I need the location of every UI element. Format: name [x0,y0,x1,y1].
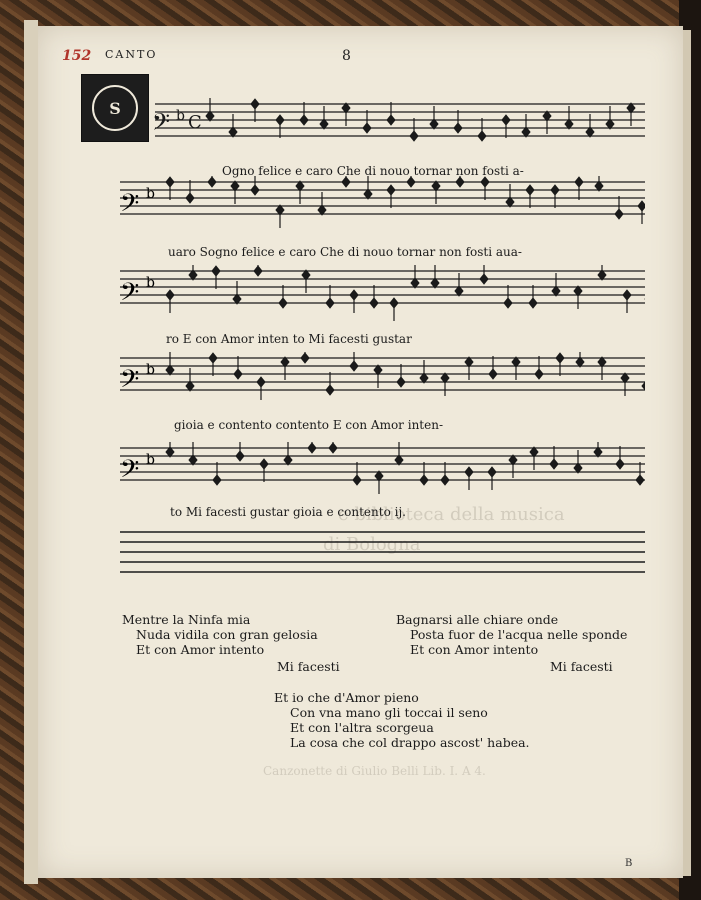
verse-right-line: Mi facesti [550,659,613,674]
note-head [556,353,564,363]
clef-icon: 𝄢 [120,365,140,400]
note-head [550,459,558,469]
note-head [636,475,644,485]
note-head [529,298,537,308]
note-head [616,459,624,469]
note-head [279,298,287,308]
note-head [615,209,623,219]
verse-right-line: Et con Amor intento [410,642,539,657]
note-head [326,298,334,308]
staff-3-notes [166,265,645,321]
note-head [353,475,361,485]
show-through-text: Canzonette di Giulio Belli Lib. I. A 4. [263,764,486,778]
note-head [251,99,259,109]
music-staff-5 [0,442,645,502]
note-head [481,177,489,187]
note-head [407,177,415,187]
note-head [387,185,395,195]
note-head [489,369,497,379]
verse-left-line: Nuda vidila con gran gelosia [136,627,318,642]
note-head [454,123,462,133]
music-staff-2 [0,176,645,236]
note-head [465,467,473,477]
voice-label: CANTO [105,48,158,61]
note-head [390,298,398,308]
note-head [478,131,486,141]
note-head [212,266,220,276]
note-head [363,123,371,133]
music-staff-4 [0,352,645,412]
verse-right-line: Bagnarsi alle chiare onde [396,612,559,627]
initial-letter: S [92,85,138,131]
note-head [208,177,216,187]
note-head [535,369,543,379]
note-head [166,177,174,187]
verse-left-line: Mentre la Ninfa mia [122,612,251,627]
svg-text:𝄢: 𝄢 [152,108,171,140]
note-head [308,443,316,453]
clef-flat-staff-1 [152,104,202,140]
lyrics-line-5: to Mi facesti gustar gioia e contento ij. [170,505,406,519]
lyrics-line-3: ro E con Amor inten to Mi facesti gustar [166,332,412,346]
note-head [236,451,244,461]
note-head [276,115,284,125]
note-head [257,377,265,387]
note-head [551,185,559,195]
note-head [441,475,449,485]
note-head [638,201,645,211]
staff-5-notes [166,442,644,494]
note-head [254,266,262,276]
note-head [260,459,268,469]
page-number: 152 [62,48,92,64]
music-staff-3 [0,265,645,325]
clef-icon: 𝄢 [120,455,140,490]
note-head [234,369,242,379]
clef-icon: 𝄢 [120,278,140,313]
corner-mark: B [625,858,633,869]
verse-right-line: Posta fuor de l'acqua nelle sponde [410,627,628,642]
note-head [504,298,512,308]
verse-final-line: La cosa che col drappo ascost' habea. [290,735,530,750]
lyrics-line-2: uaro Sogno felice e caro Che di nouo tornar non fosti aua- [168,245,522,259]
note-head [350,290,358,300]
empty-staff [0,528,645,588]
signature-number: 8 [342,48,353,64]
verse-final [274,690,530,750]
verse-left [122,612,340,674]
verse-left-line: Mi facesti [277,659,340,674]
note-head [488,467,496,477]
flat-icon: b [146,362,155,378]
note-head [342,177,350,187]
verse-final-line: Et con l'altra scorgeua [290,720,434,735]
verse-right [396,612,627,674]
note-head [575,177,583,187]
lyrics-line-1: Ogno felice e caro Che di nouo tornar non fosti a- [222,164,524,178]
note-head [623,290,631,300]
note-head [397,377,405,387]
note-head [420,475,428,485]
clef-icon: 𝄢 [120,189,140,224]
show-through-text: di Bologna [323,534,421,555]
note-head [456,177,464,187]
note-head [370,298,378,308]
flat-icon: b [146,452,155,468]
page-stack-right [683,30,691,876]
note-head [213,475,221,485]
staff-4-notes [166,352,645,404]
note-head [329,443,337,453]
flat-icon: b [146,186,155,202]
verse-final-line: Et io che d'Amor pieno [274,690,419,705]
lyrics-line-4: gioia e contento contento E con Amor inten- [174,418,443,432]
show-through-text: e biblioteca della musica [338,504,565,525]
note-head [326,385,334,395]
note-head [502,115,510,125]
note-head [387,115,395,125]
note-head [251,185,259,195]
staff-2-notes [166,176,645,228]
music-staff-1 [0,98,645,158]
note-head [350,361,358,371]
note-head [166,290,174,300]
flat-icon: b [146,275,155,291]
svg-text:C: C [188,112,202,133]
note-head [410,131,418,141]
note-head [526,185,534,195]
note-head [300,115,308,125]
svg-text:b: b [176,108,185,124]
verse-left-line: Et con Amor intento [136,642,265,657]
note-head [186,193,194,203]
note-head [480,274,488,284]
note-head [301,353,309,363]
note-head [209,353,217,363]
verse-final-line: Con vna mano gli toccai il seno [290,705,488,720]
